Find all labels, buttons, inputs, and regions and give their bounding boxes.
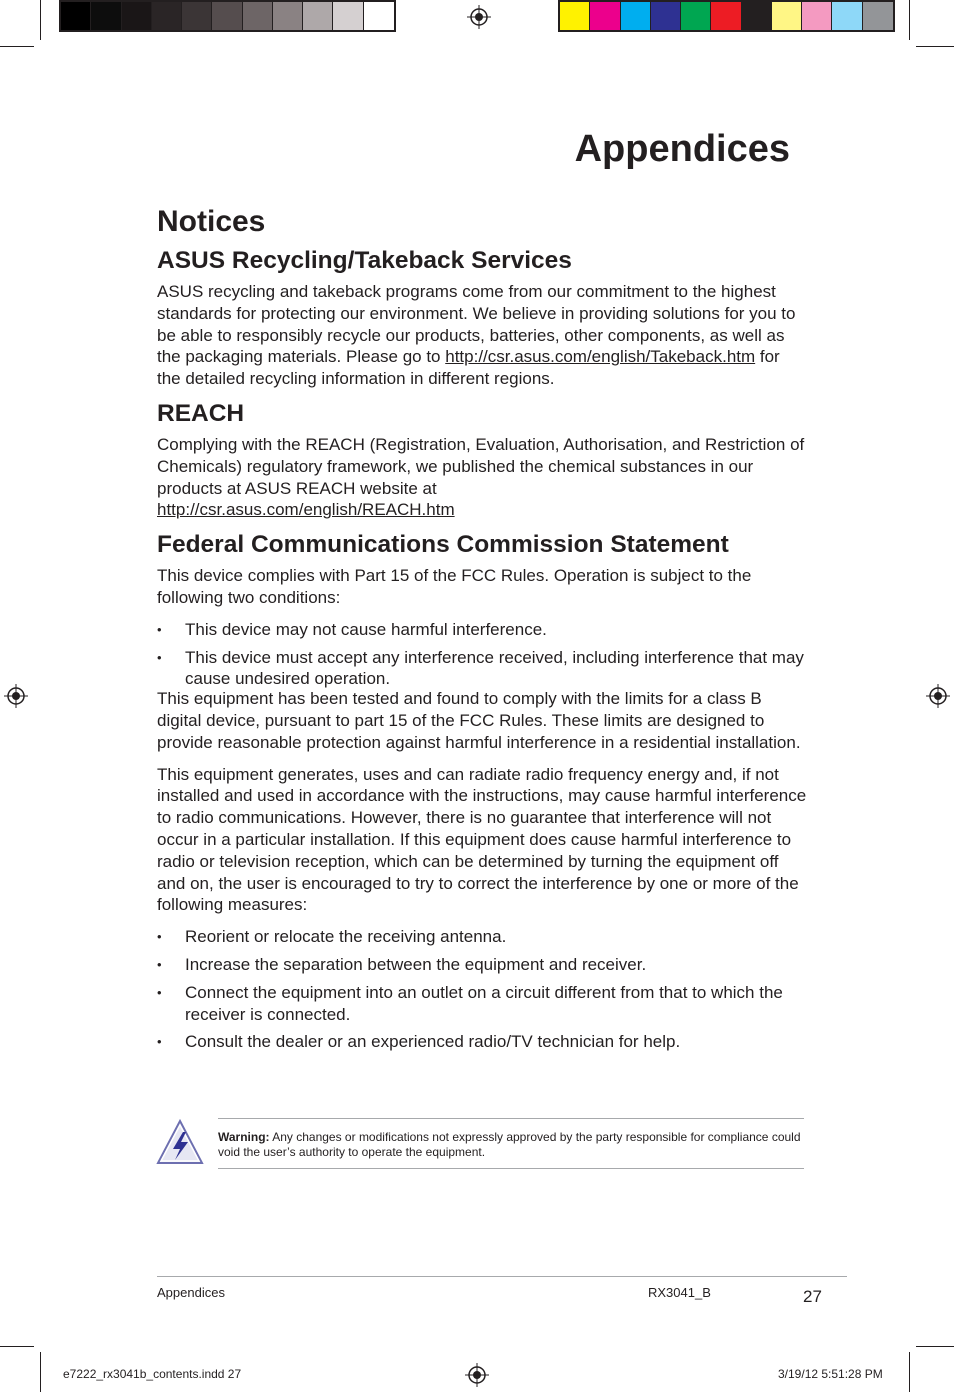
- footer-section: Appendices: [157, 1285, 225, 1300]
- crop-mark: [0, 1346, 34, 1347]
- color-swatch: [122, 2, 152, 30]
- color-swatch: [303, 2, 333, 30]
- reach-paragraph: [157, 434, 807, 521]
- registration-mark-icon: [467, 5, 491, 29]
- reach-link[interactable]: http://csr.asus.com/english/REACH.htm: [157, 500, 455, 520]
- color-swatch: [772, 2, 802, 30]
- list-item: • Connect the equipment into an outlet on a circuit different from that to which the receiver is connected.: [157, 982, 807, 1026]
- page-title: Appendices: [574, 128, 790, 170]
- registration-mark-icon: [926, 684, 950, 708]
- page-number: 27: [803, 1287, 822, 1306]
- slug-filename: e7222_rx3041b_contents.indd 27: [63, 1367, 242, 1381]
- warning-label: Warning:: [218, 1130, 270, 1144]
- color-swatch: [152, 2, 182, 30]
- footer-model: RX3041_B: [648, 1285, 711, 1300]
- process-color-bar: [558, 0, 895, 32]
- color-swatch: [651, 2, 681, 30]
- crop-mark: [40, 0, 41, 40]
- color-swatch: [212, 2, 242, 30]
- crop-mark: [916, 1346, 954, 1347]
- crop-mark: [40, 1352, 41, 1392]
- reach-heading: REACH: [157, 399, 245, 427]
- slug-timestamp: 3/19/12 5:51:28 PM: [778, 1367, 883, 1381]
- recycling-text-after: for the detailed recycling information in different regions.: [157, 347, 780, 389]
- list-item: • Consult the dealer or an experienced radio/TV technician for help.: [157, 1031, 807, 1053]
- registration-mark-icon: [465, 1363, 489, 1387]
- recycling-heading: ASUS Recycling/Takeback Services: [157, 247, 572, 274]
- recycling-text: ASUS recycling and takeback programs come from our commitment to the highest standards for protecting our environment. We believe in providing solutions for you to be able to responsibly recycle our products, batteries, other components, as well as the packaging materials. Please go to: [157, 282, 796, 367]
- footer-divider: [157, 1276, 847, 1277]
- color-swatch: [742, 2, 772, 30]
- color-swatch: [681, 2, 711, 30]
- crop-mark: [916, 46, 954, 47]
- fcc-conditions-list: [157, 619, 807, 690]
- fcc-paragraph-2: This equipment generates, uses and can radiate radio frequency energy and, if not installed and used in accordance with the instructions, may cause harmful interference to radio communications. However, there is no guarantee that interference will not occur in a particular installation. If this equipment does cause harmful interference to radio or television reception, which can be determined by turning the equipment off and on, the user is encouraged to try to correct the interference by one or more of the following measures:: [157, 764, 807, 915]
- color-swatch: [802, 2, 832, 30]
- color-swatch: [832, 2, 862, 30]
- warning-box: [218, 1118, 804, 1169]
- color-swatch: [560, 2, 590, 30]
- color-swatch: [711, 2, 741, 30]
- color-swatch: [863, 2, 893, 30]
- crop-mark: [909, 1352, 910, 1392]
- crop-mark: [909, 0, 910, 40]
- color-swatch: [333, 2, 363, 30]
- grayscale-color-bar: [59, 0, 396, 32]
- takeback-link[interactable]: http://csr.asus.com/english/Takeback.htm: [445, 347, 756, 367]
- color-swatch: [590, 2, 620, 30]
- list-item: • This device may not cause harmful interference.: [157, 619, 807, 641]
- fcc-intro: This device complies with Part 15 of the FCC Rules. Operation is subject to the following two conditions:: [157, 566, 752, 607]
- registration-mark-icon: [4, 684, 28, 708]
- fcc-measures-list: [157, 926, 807, 1053]
- list-item: • Reorient or relocate the receiving antenna.: [157, 926, 807, 948]
- crop-mark: [0, 46, 34, 47]
- color-swatch: [364, 2, 394, 30]
- color-swatch: [182, 2, 212, 30]
- main-content: [157, 205, 807, 1059]
- list-item: • This device must accept any interference received, including interference that may cause undesired operation.: [157, 647, 807, 691]
- color-swatch: [621, 2, 651, 30]
- fcc-paragraph-1: This equipment has been tested and found to comply with the limits for a class B digital device, pursuant to part 15 of the FCC Rules. These limits are designed to provide reasonable protection against harmful interference in a residential installation.: [157, 689, 801, 752]
- color-swatch: [243, 2, 273, 30]
- warning-text: Any changes or modifications not expressly approved by the party responsible for compliance could void the user’s authority to operate the equipment.: [218, 1130, 801, 1159]
- color-swatch: [273, 2, 303, 30]
- recycling-paragraph: [157, 281, 807, 390]
- warning-lightning-icon: [155, 1118, 205, 1168]
- color-swatch: [91, 2, 121, 30]
- notices-heading: Notices: [157, 205, 266, 238]
- list-item: • Increase the separation between the equipment and receiver.: [157, 954, 807, 976]
- color-swatch: [61, 2, 91, 30]
- fcc-heading: Federal Communications Commission Statement: [157, 531, 729, 559]
- reach-text: Complying with the REACH (Registration, Evaluation, Authorisation, and Restriction of Chemicals) regulatory framework, we published the chemical substances in our products at ASUS REACH website at: [157, 434, 805, 498]
